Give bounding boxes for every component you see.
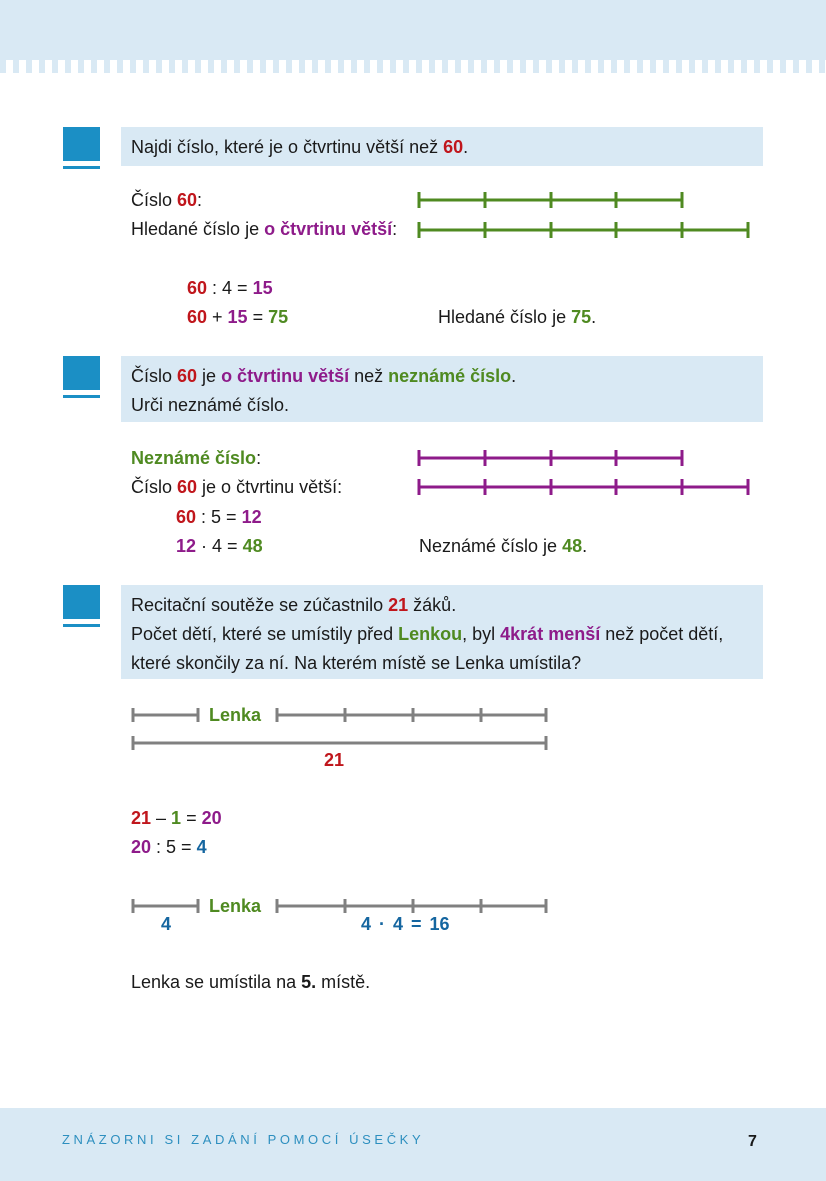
page-number: 7 xyxy=(748,1133,757,1150)
task3-q-l1a: Recitační soutěže se zúčastnilo xyxy=(131,595,389,615)
task1-answer-text: Hledané číslo je xyxy=(438,307,572,327)
task1-row1-label: Číslo xyxy=(131,190,178,210)
task2-eq1-op: : 5 = xyxy=(196,507,242,527)
task1-row2-colon: : xyxy=(392,219,398,239)
diagram2-right-label: 4 · 4 = 16 xyxy=(361,914,450,934)
task1-row2-label: Hledané číslo je xyxy=(131,219,265,239)
task2-q-t3: než xyxy=(349,366,389,386)
diagram1-total: 21 xyxy=(324,750,345,770)
task1-eq2-op2: = xyxy=(247,307,269,327)
task2-row1-colon: : xyxy=(256,448,262,468)
task1-question-text: Najdi číslo, které je o čtvrtinu větší než xyxy=(131,137,444,157)
task3-conclusion-end: místě. xyxy=(316,972,371,992)
task3-eq1-op2: = xyxy=(181,808,202,828)
task3-diagram2-parts xyxy=(133,899,546,913)
task2-q-line2: Urči neznámé číslo. xyxy=(131,395,290,415)
task1-answer-number: 75 xyxy=(571,307,592,327)
task2-segment-60 xyxy=(419,479,748,495)
task1-eq1-a: 60 xyxy=(187,278,208,298)
task1-eq2-op1: + xyxy=(207,307,228,327)
task3-eq1-a: 21 xyxy=(131,808,152,828)
task1-row2-emphasis: o čtvrtinu větší xyxy=(264,219,393,239)
task1-eq2-a: 60 xyxy=(187,307,208,327)
task2-q-t1: Číslo xyxy=(131,366,178,386)
task3-conclusion-number: 5. xyxy=(301,972,317,992)
task3-eq1-op1: – xyxy=(151,808,172,828)
task3-q-l2b: , byl xyxy=(462,624,501,644)
task2-q-number: 60 xyxy=(177,366,198,386)
footer-title: ZNÁZORNI SI ZADÁNÍ POMOCÍ ÚSEČKY xyxy=(62,1132,425,1147)
task2-answer-text: Neznámé číslo je xyxy=(419,536,563,556)
task3-q-number: 21 xyxy=(388,595,409,615)
task3-q-l3: které skončily za ní. Na kterém místě se Lenka umístila? xyxy=(131,653,582,673)
task1-eq1-op: : 4 = xyxy=(207,278,253,298)
task2-eq1-result: 12 xyxy=(241,507,262,527)
task2-eq2-result: 48 xyxy=(242,536,263,556)
task3-q-l1b: žáků. xyxy=(408,595,457,615)
task2-row2-t1: Číslo xyxy=(131,477,178,497)
task2-q-emphasis: o čtvrtinu větší xyxy=(221,366,350,386)
task3-q-l2a: Počet dětí, které se umístily před xyxy=(131,624,399,644)
task3-diagram1-parts xyxy=(133,708,546,722)
task2-row2-t2: je o čtvrtinu větší: xyxy=(197,477,343,497)
task3-diagram1-total xyxy=(133,736,546,750)
task3-eq2-a: 20 xyxy=(131,837,152,857)
diagram2-name: Lenka xyxy=(209,896,262,916)
task1-answer-end: . xyxy=(591,307,597,327)
task3-q-emphasis: 4krát menší xyxy=(500,624,601,644)
diagram2-left-label: 4 xyxy=(161,914,172,934)
task2-segment-unknown xyxy=(419,450,682,466)
task3-q-l2c: než počet dětí, xyxy=(600,624,724,644)
diagram1-name: Lenka xyxy=(209,705,262,725)
task1-question-number: 60 xyxy=(443,137,464,157)
task2-q-t2: je xyxy=(197,366,222,386)
task3-eq1-b: 1 xyxy=(171,808,182,828)
task2-q-t4: . xyxy=(511,366,517,386)
task3-conclusion-text: Lenka se umístila na xyxy=(131,972,302,992)
task1-eq1-result: 15 xyxy=(252,278,273,298)
task2-answer-end: . xyxy=(582,536,588,556)
task1-eq2-result: 75 xyxy=(268,307,289,327)
task3-eq2-op: : 5 = xyxy=(151,837,197,857)
task1-segment-75 xyxy=(419,222,748,238)
task1-segment-60 xyxy=(419,192,682,208)
task3-q-name: Lenkou xyxy=(398,624,463,644)
task2-eq2-op: · 4 = xyxy=(196,536,243,556)
task1-eq2-b: 15 xyxy=(227,307,248,327)
task3-eq1-result: 20 xyxy=(201,808,222,828)
task2-eq1-a: 60 xyxy=(176,507,197,527)
task1-row1-colon: : xyxy=(197,190,203,210)
task3-eq2-result: 4 xyxy=(196,837,207,857)
task2-q-unknown: neznámé číslo xyxy=(388,366,512,386)
task1-row1-number: 60 xyxy=(177,190,198,210)
task2-eq2-a: 12 xyxy=(176,536,197,556)
task2-row1-label: Neznámé číslo xyxy=(131,448,257,468)
task2-answer-number: 48 xyxy=(562,536,583,556)
task2-row2-number: 60 xyxy=(177,477,198,497)
task1-question-end: . xyxy=(463,137,469,157)
